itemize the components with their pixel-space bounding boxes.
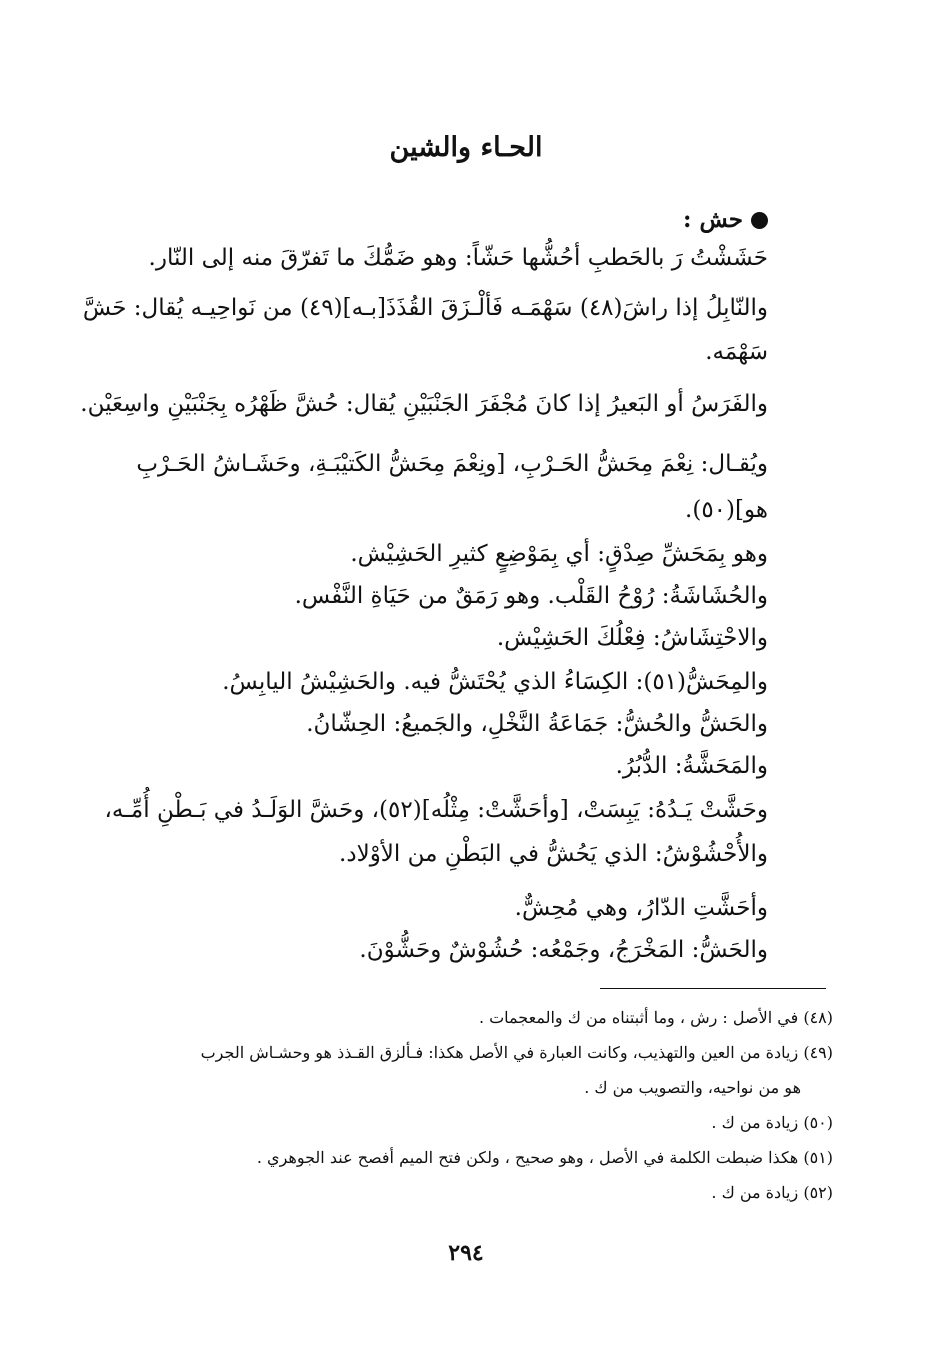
text-line: والنّابِلُ إذا راشَ(٤٨) سَهْمَـه فَألْـزَقَ القُذَذَ[بـه](٤٩) من نَواحِيـه يُقال: حَشَّ	[82, 295, 768, 321]
footnote: (٤٨) في الأصل : رش ، وما أثبتناه من ك والمعجمات .	[478, 1008, 833, 1027]
text-line: والأُحْشُوْشُ: الذي يَحُشُّ في البَطْنِ من الأوْلاد.	[339, 841, 768, 867]
text-line: والاحْتِشَاشُ: فِعْلُكَ الحَشِيْش.	[496, 625, 768, 651]
text-line: هو](٥٠).	[685, 497, 768, 523]
text-line: وأحَشَّتِ الدّارُ، وهي مُحِشٌّ.	[514, 895, 768, 921]
text-line: سَهْمَه.	[705, 339, 768, 365]
page-number: ٢٩٤	[448, 1240, 484, 1266]
page-title: الحـاء والشين	[389, 132, 543, 163]
footnote: (٥١) هكذا ضبطت الكلمة في الأصل ، وهو صحيح ، ولكن فتح الميم أفصح عند الجوهري .	[256, 1148, 833, 1167]
text-line: ويُقـال: نِعْمَ مِحَشُّ الحَـرْبِ، [ونِعْمَ مِحَشُّ الكَتيْبَـةِ، وحَشَـاشُ الحَـرْبِ	[136, 451, 768, 477]
text-line: حَشَشْتُ رَ بالحَطبِ أحُشُّها حَشّاً: وهو ضَمُّكَ ما تَفرّقَ منه إلى النّار.	[148, 245, 768, 271]
text-line: وحَشَّتْ يَـدُهُ: يَبِسَتْ، [وأحَشَّتْ: مِثْلُه](٥٢)، وحَشَّ الوَلَـدُ في بَـطْنِ أُمِّـه،	[104, 797, 768, 823]
entry-heading-text: حش :	[682, 206, 743, 233]
text-line: والحَشُّ والحُشُّ: جَمَاعَةُ النَّخْلِ، والجَميعُ: الحِشّانُ.	[306, 711, 768, 737]
footnotes	[108, 1000, 833, 1210]
main-text	[80, 195, 768, 975]
text-line: والفَرَسُ أو البَعيرُ إذا كانَ مُجْفَرَ الجَنْبَيْنِ يُقال: حُشَّ ظَهْرُه بِجَنْبَيْنِ واسِعَيْن.	[80, 391, 768, 417]
footnote: (٥٢) زيادة من ك .	[711, 1183, 833, 1202]
bullet-icon	[751, 212, 768, 229]
footnote-divider	[600, 988, 826, 989]
footnote: (٤٩) زيادة من العين والتهذيب، وكانت العبارة في الأصل هكذا: فـألزق القـذذ هو وحشـاش الجرب	[200, 1043, 833, 1062]
footnote: (٥٠) زيادة من ك .	[711, 1113, 833, 1132]
footnote-continuation: هو من نواحيه، والتصويب من ك .	[584, 1078, 801, 1097]
text-line: وهو بِمَحَشِّ صِدْقٍ: أي بِمَوْضِعٍ كثيرِ الحَشِيْش.	[350, 541, 768, 567]
text-line: والمَحَشَّةُ: الدُّبُرُ.	[615, 753, 768, 779]
text-line: والحُشَاشَةُ: رُوْحُ القَلْب. وهو رَمَقٌ من حَيَاةِ النَّفْس.	[294, 583, 768, 609]
text-line: والمِحَشُّ(٥١): الكِسَاءُ الذي يُحْتَشُّ فيه. والحَشِيْشُ اليابِسُ.	[222, 669, 768, 695]
text-line: والحَشُّ: المَخْرَجُ، وجَمْعُه: حُشُوْشٌ وحَشُّوْنَ.	[359, 937, 768, 963]
